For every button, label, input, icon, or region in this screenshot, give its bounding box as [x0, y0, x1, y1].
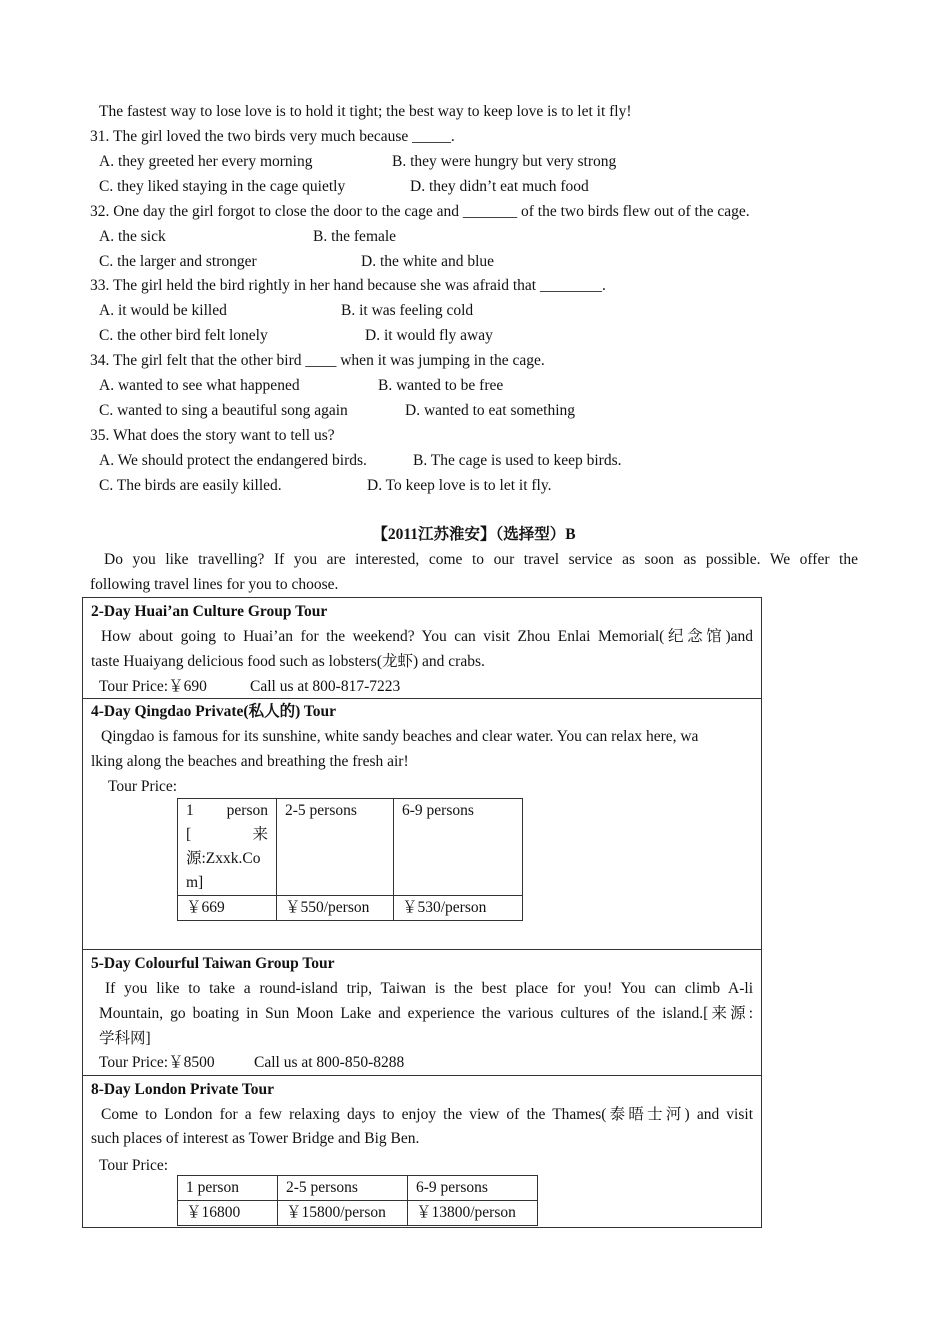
- section-intro-line-2: following travel lines for you to choose.: [90, 576, 339, 593]
- price-header-fragment: [: [186, 826, 192, 843]
- price-header-fragment: m]: [186, 874, 204, 891]
- option-35-d: D. To keep love is to let it fly.: [367, 477, 552, 494]
- option-34-b: B. wanted to be free: [378, 377, 504, 394]
- price-header-cell: 6-9 persons: [408, 1176, 538, 1201]
- option-32-b: B. the female: [313, 228, 397, 245]
- tour-card-qingdao: [82, 698, 762, 950]
- question-stem-34: 34. The girl felt that the other bird ____ when it was jumping in the cage.: [90, 352, 545, 369]
- price-table-header-row: [178, 799, 523, 896]
- price-value-cell: ￥530/person: [394, 896, 523, 921]
- price-header-cell: 2-5 persons: [278, 1176, 408, 1201]
- price-header-fragment: person: [226, 802, 268, 819]
- tour-price: Tour Price:￥690: [99, 678, 207, 695]
- option-33-c: C. the other bird felt lonely: [99, 327, 268, 344]
- tour-phone: Call us at 800-850-8288: [254, 1054, 405, 1071]
- option-31-d: D. they didn’t eat much food: [410, 178, 589, 195]
- price-table-value-row: [178, 1201, 538, 1226]
- tour-card-london: [82, 1076, 762, 1228]
- price-header-cell: 1 person: [178, 1176, 278, 1201]
- tour-description-line: lking along the beaches and breathing the fresh air!: [91, 753, 409, 770]
- option-32-a: A. the sick: [99, 228, 166, 245]
- section-intro-line-1: Do you like travelling? If you are interested, come to our travel service as soon as possible. We offer the: [104, 551, 858, 568]
- option-31-c: C. they liked staying in the cage quietly: [99, 178, 346, 195]
- price-table: [177, 1175, 538, 1226]
- option-31-a: A. they greeted her every morning: [99, 153, 313, 170]
- option-34-d: D. wanted to eat something: [405, 402, 576, 419]
- question-stem-31: 31. The girl loved the two birds very much because _____.: [90, 128, 455, 145]
- price-header-line: [186, 799, 268, 823]
- price-header-cell: 2-5 persons: [277, 799, 394, 896]
- option-32-c: C. the larger and stronger: [99, 253, 257, 270]
- tour-price-label: Tour Price:: [108, 778, 178, 795]
- tour-description-line: taste Huaiyang delicious food such as lobsters(龙虾) and crabs.: [91, 653, 485, 670]
- price-table-value-row: [178, 896, 523, 921]
- price-value-cell: ￥550/person: [277, 896, 394, 921]
- tour-description-line: 学科网]: [99, 1030, 151, 1047]
- tour-title: 4-Day Qingdao Private(私人的) Tour: [91, 703, 336, 720]
- option-31-b: B. they were hungry but very strong: [392, 153, 617, 170]
- tour-description-line: Qingdao is famous for its sunshine, white sandy beaches and clear water. You can relax here, wa: [101, 728, 699, 745]
- price-header-cell: [178, 799, 277, 896]
- option-35-a: A. We should protect the endangered birds.: [99, 452, 367, 469]
- tour-title: 5-Day Colourful Taiwan Group Tour: [91, 955, 335, 972]
- tour-title: 8-Day London Private Tour: [91, 1081, 275, 1098]
- price-header-line: [186, 823, 268, 847]
- price-value-cell: ￥15800/person: [278, 1201, 408, 1226]
- option-34-a: A. wanted to see what happened: [99, 377, 300, 394]
- price-value-cell: ￥13800/person: [408, 1201, 538, 1226]
- price-value-cell: ￥669: [178, 896, 277, 921]
- price-header-cell: 6-9 persons: [394, 799, 523, 896]
- section-heading: 【2011江苏淮安】（选择型）B: [372, 526, 576, 543]
- tour-phone: Call us at 800-817-7223: [250, 678, 401, 695]
- tour-title: 2-Day Huai’an Culture Group Tour: [91, 603, 328, 620]
- price-value-cell: ￥16800: [178, 1201, 278, 1226]
- price-header-fragment: 源:Zxxk.Co: [186, 850, 261, 867]
- tour-price-label: Tour Price:: [99, 1157, 169, 1174]
- option-33-d: D. it would fly away: [365, 327, 493, 344]
- option-34-c: C. wanted to sing a beautiful song again: [99, 402, 348, 419]
- tour-card-taiwan: [82, 950, 762, 1076]
- question-stem-32: 32. One day the girl forgot to close the door to the cage and _______ of the two birds flew out of the cage.: [90, 203, 750, 220]
- question-stem-33: 33. The girl held the bird rightly in her hand because she was afraid that ________.: [90, 277, 606, 294]
- price-header-fragment: 来: [252, 826, 268, 843]
- option-35-c: C. The birds are easily killed.: [99, 477, 282, 494]
- option-33-a: A. it would be killed: [99, 302, 227, 319]
- intro-line: The fastest way to lose love is to hold it tight; the best way to keep love is to let it fly!: [99, 103, 632, 120]
- price-header-fragment: 1: [186, 802, 194, 819]
- tour-description-line: Mountain, go boating in Sun Moon Lake and experience the various cultures of the island.[来源:: [99, 1005, 753, 1022]
- tour-card-huaian: [82, 597, 762, 699]
- price-table: [177, 798, 523, 921]
- tour-description-line: If you like to take a round-island trip, Taiwan is the best place for you! You can climb A-li: [105, 980, 753, 997]
- tour-description-line: such places of interest as Tower Bridge and Big Ben.: [91, 1130, 420, 1147]
- option-33-b: B. it was feeling cold: [341, 302, 474, 319]
- tour-description-line: Come to London for a few relaxing days to enjoy the view of the Thames(泰晤士河) and visit: [101, 1106, 753, 1123]
- price-table-header-row: [178, 1176, 538, 1201]
- tour-price: Tour Price:￥8500: [99, 1054, 215, 1071]
- option-32-d: D. the white and blue: [361, 253, 495, 270]
- option-35-b: B. The cage is used to keep birds.: [413, 452, 622, 469]
- question-stem-35: 35. What does the story want to tell us?: [90, 427, 335, 444]
- tour-description-line: How about going to Huai’an for the weekend? You can visit Zhou Enlai Memorial(纪念馆)and: [101, 628, 753, 645]
